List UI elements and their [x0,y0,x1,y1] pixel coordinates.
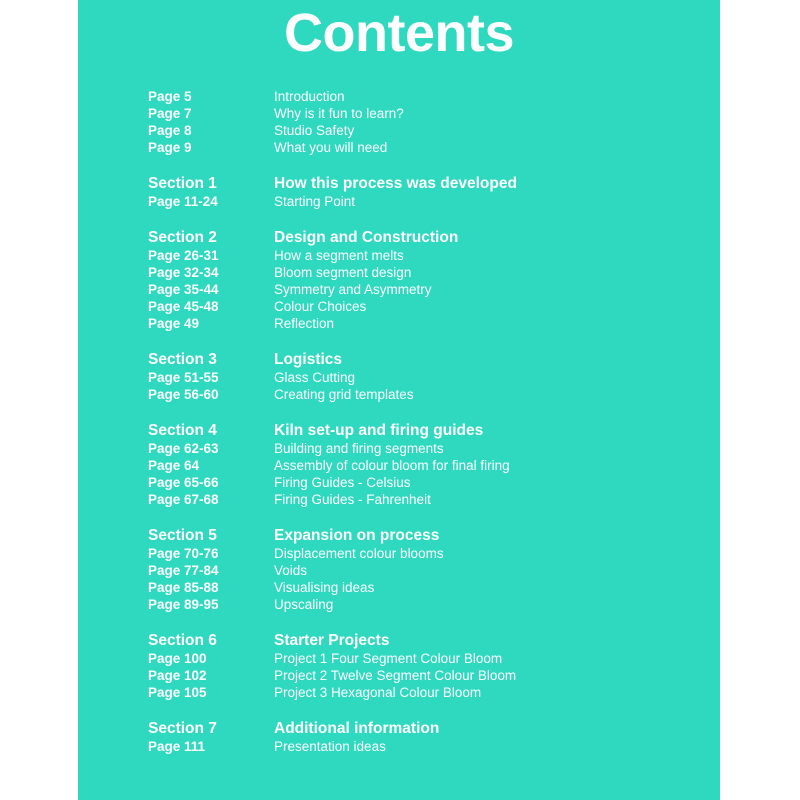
section-label: Section 4 [148,422,217,439]
section-label: Section 3 [148,351,217,368]
toc-group [148,632,708,701]
section-label: Section 2 [148,229,217,246]
page-reference: Page 62-63 [148,441,219,456]
toc-entry [148,684,708,701]
section-heading-row [148,527,708,545]
toc-entry [148,281,708,298]
section-heading-row [148,632,708,650]
toc-entry [148,596,708,613]
section-heading-row [148,351,708,369]
topic-title: Firing Guides - Celsius [274,475,411,490]
section-heading-row [148,175,708,193]
topic-title: Project 2 Twelve Segment Colour Bloom [274,668,517,683]
topic-title: Creating grid templates [274,387,414,402]
toc-group [148,720,708,755]
topic-title: Project 3 Hexagonal Colour Bloom [274,685,482,700]
topic-title: Colour Choices [274,299,367,314]
page-reference: Page 85-88 [148,580,219,595]
toc-entry [148,264,708,281]
topic-title: Presentation ideas [274,739,386,754]
page-reference: Page 9 [148,140,192,155]
toc-group [148,422,708,508]
section-heading-row [148,229,708,247]
section-title: Logistics [274,351,343,368]
page-reference: Page 5 [148,89,192,104]
page-reference: Page 51-55 [148,370,219,385]
topic-title: Building and firing segments [274,441,444,456]
page-reference: Page 67-68 [148,492,219,507]
topic-title: Displacement colour blooms [274,546,444,561]
page-reference: Page 32-34 [148,265,219,280]
section-title: How this process was developed [274,175,517,192]
topic-title: Visualising ideas [274,580,375,595]
section-heading-row [148,422,708,440]
topic-title: Bloom segment design [274,265,412,280]
toc-entry [148,562,708,579]
toc-group [148,351,708,403]
page-reference: Page 70-76 [148,546,219,561]
toc-entry [148,738,708,755]
section-label: Section 5 [148,527,217,544]
page-reference: Page 35-44 [148,282,219,297]
toc-entry [148,545,708,562]
page-reference: Page 102 [148,668,207,683]
section-heading-row [148,720,708,738]
page-reference: Page 7 [148,106,192,121]
toc-entry [148,440,708,457]
topic-title: Starting Point [274,194,356,209]
toc-group [148,88,708,156]
page-reference: Page 64 [148,458,200,473]
toc-entry [148,667,708,684]
section-title: Kiln set-up and firing guides [274,422,484,439]
topic-title: What you will need [274,140,388,155]
section-title: Starter Projects [274,632,390,649]
section-label: Section 6 [148,632,217,649]
toc-entry [148,650,708,667]
section-title: Design and Construction [274,229,459,246]
toc-entry [148,386,708,403]
contents-panel [78,0,720,800]
page-reference: Page 77-84 [148,563,219,578]
page-reference: Page 45-48 [148,299,219,314]
page-reference: Page 8 [148,123,192,138]
topic-title: How a segment melts [274,248,404,263]
toc-entry [148,88,708,105]
page-reference: Page 56-60 [148,387,219,402]
page-reference: Page 111 [148,739,206,754]
topic-title: Why is it fun to learn? [274,106,404,121]
toc-entry [148,491,708,508]
topic-title: Glass Cutting [274,370,356,385]
toc-entry [148,579,708,596]
toc-entry [148,457,708,474]
toc-entry [148,474,708,491]
page-reference: Page 65-66 [148,475,219,490]
page-reference: Page 89-95 [148,597,219,612]
page-title: Contents [284,3,514,63]
page-reference: Page 100 [148,651,207,666]
page-reference: Page 49 [148,316,200,331]
topic-title: Voids [274,563,308,578]
toc-entry [148,247,708,264]
toc-entry [148,369,708,386]
toc-group [148,527,708,613]
toc-entry [148,122,708,139]
page-reference: Page 26-31 [148,248,219,263]
topic-title: Upscaling [274,597,334,612]
toc-entry [148,105,708,122]
topic-title: Firing Guides - Fahrenheit [274,492,431,507]
topic-title: Reflection [274,316,335,331]
toc-group [148,229,708,332]
toc-group [148,175,708,210]
section-title: Expansion on process [274,527,440,544]
topic-title: Project 1 Four Segment Colour Bloom [274,651,503,666]
section-label: Section 7 [148,720,217,737]
toc-entry [148,298,708,315]
toc-entry [148,139,708,156]
page-reference: Page 11-24 [148,194,218,209]
topic-title: Assembly of colour bloom for final firing [274,458,510,473]
section-label: Section 1 [148,175,217,192]
section-title: Additional information [274,720,440,737]
toc-entry [148,193,708,210]
toc-entry [148,315,708,332]
topic-title: Studio Safety [274,123,355,138]
page-reference: Page 105 [148,685,207,700]
topic-title: Symmetry and Asymmetry [274,282,432,297]
topic-title: Introduction [274,89,345,104]
